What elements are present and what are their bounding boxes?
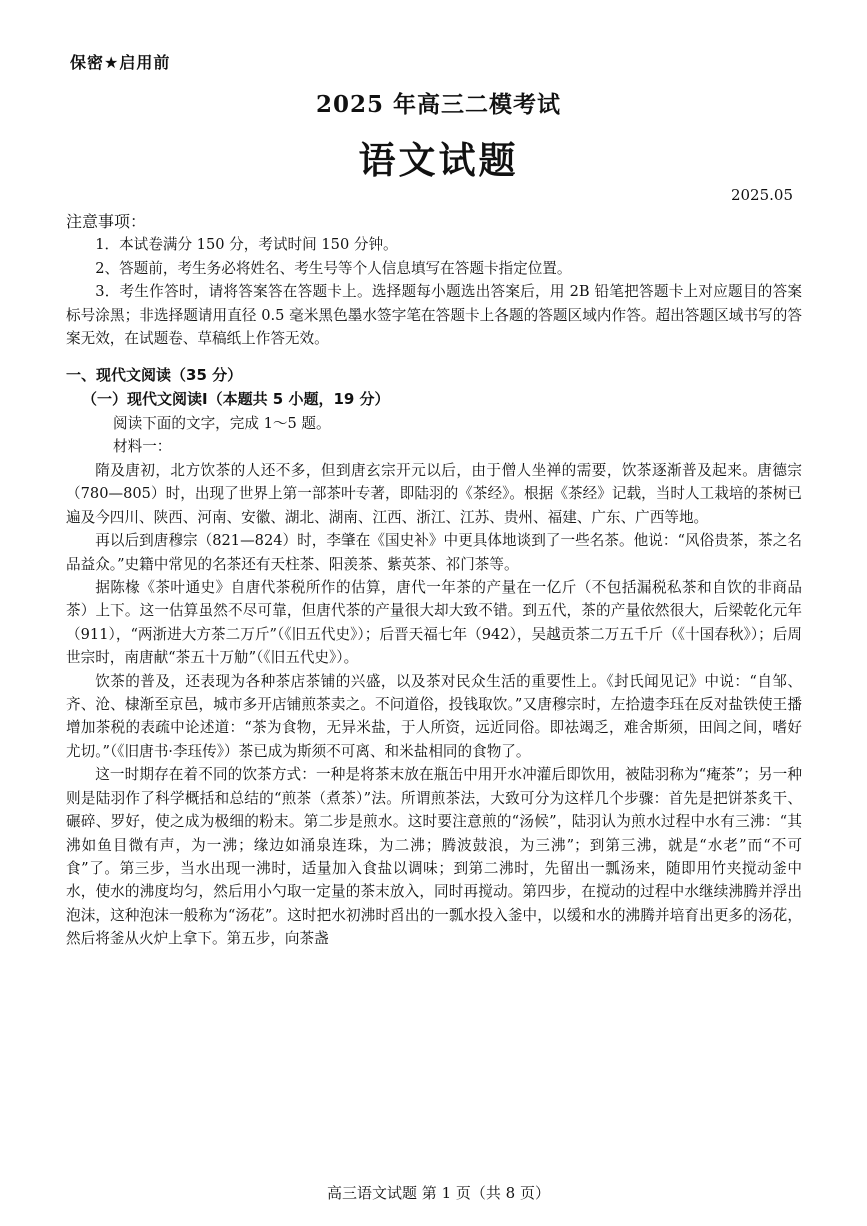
passage-paragraph: 这一时期存在着不同的饮茶方式：一种是将茶末放在瓶缶中用开水冲灌后即饮用，被陆羽称为“痷茶”；另一种则是陆羽作了科学概括和总结的“煎茶（煮茶）”法。所谓煎茶法，大致可分为这样几个步骤：首先是把饼茶炙干、碾碎、罗好，使之成为极细的粉末。第二步是煎水。这时要注意煎的“汤候”，陆羽认为煎水过程中水有三沸：“其沸如鱼目微有声，为一沸；缘边如涌泉连珠，为二沸；腾波鼓浪，为三沸”；到第三沸，就是“水老”而“不可食”了。第三步，当水出现一沸时，适量加入食盐以调味；到第二沸时，先留出一瓢汤来，随即用竹夹搅动釜中水，使水的沸度均匀，然后用小勺取一定量的茶末放入，同时再搅动。第四步，在搅动的过程中水继续沸腾并浮出泡沫，这种泡沫一般称为“汤花”。这时把水初沸时舀出的一瓢水投入釜中，以缓和水的沸腾并培育出更多的汤花，然后将釜从火炉上拿下。第五步，向茶盏 xyxy=(66,766,802,948)
passage-paragraph: 据陈椽《茶叶通史》自唐代茶税所作的估算，唐代一年茶的产量在一亿斤（不包括漏税私茶和自饮的非商品茶）上下。这一估算虽然不尽可靠，但唐代茶的产量很大却大致不错。到五代，茶的产量依然很大，后梁乾化元年（911），“两浙进大方茶二万斤”（《旧五代史》）；后晋天福七年（942），吴越贡茶二万五千斤（《十国春秋》）；后周世宗时，南唐献“茶五十万觔”（《旧五代史》）。 xyxy=(66,579,802,667)
subject-title: 语文试题 xyxy=(358,138,519,182)
exam-date: 2025.05 xyxy=(730,186,793,204)
material-label: 材料一： xyxy=(113,438,172,455)
notes-item: 1．本试卷满分 150 分，考试时间 150 分钟。 xyxy=(95,236,398,253)
notes-heading: 注意事项： xyxy=(66,212,147,231)
section-title: 一、现代文阅读（35 分） xyxy=(66,366,243,384)
section-instruction: 阅读下面的文字，完成 1～5 题。 xyxy=(113,415,331,432)
page-footer: 高三语文试题 第 1 页（共 8 页） xyxy=(327,1184,550,1202)
notes-list xyxy=(66,233,802,351)
section-subtitle: （一）现代文阅读Ⅰ（本题共 5 小题，19 分） xyxy=(82,390,390,408)
passage-paragraph: 再以后到唐穆宗（821—824）时，李肇在《国史补》中更具体地谈到了一些名茶。他说：“风俗贵茶，茶之名品益众。”史籍中常见的名茶还有天柱茶、阳羡茶、紫英茶、祁门茶等。 xyxy=(66,532,802,573)
reading-passage xyxy=(66,459,802,951)
exam-title: 2025 年高三二模考试 xyxy=(315,91,562,118)
passage-paragraph: 隋及唐初，北方饮茶的人还不多，但到唐玄宗开元以后，由于僧人坐禅的需要，饮茶逐渐普及起来。唐德宗（780—805）时，出现了世界上第一部茶叶专著，即陆羽的《茶经》。根据《茶经》记载，当时人工栽培的茶树已遍及今四川、陕西、河南、安徽、湖北、湖南、江西、浙江、江苏、贵州、福建、广东、广西等地。 xyxy=(66,462,802,526)
confidential-mark: 保密★启用前 xyxy=(70,53,171,72)
notes-item: 2、答题前，考生务必将姓名、考生号等个人信息填写在答题卡指定位置。 xyxy=(95,259,572,277)
passage-paragraph: 饮茶的普及，还表现为各种茶店茶铺的兴盛，以及茶对民众生活的重要性上。《封氏闻见记》中说：“自邹、齐、沧、棣渐至京邑，城市多开店铺煎茶卖之。不问道俗，投钱取饮。”又唐穆宗时，左拾遗李珏在反对盐铁使王播增加茶税的表疏中论述道：“茶为食物，无异米盐，于人所资，远近同俗。即祛竭乏，难舍斯须，田闾之间，嗜好尤切。”（《旧唐书·李珏传》）茶已成为斯须不可离、和米盐相同的食物了。 xyxy=(66,672,802,760)
notes-item: 3．考生作答时，请将答案答在答题卡上。选择题每小题选出答案后，用 2B 铅笔把答题卡上对应题目的答案标号涂黑；非选择题请用直径 0.5 毫米黑色墨水签字笔在答题卡上各题的答题区域内作答。超出答题区域书写的答案无效，在试题卷、草稿纸上作答无效。 xyxy=(66,283,802,348)
